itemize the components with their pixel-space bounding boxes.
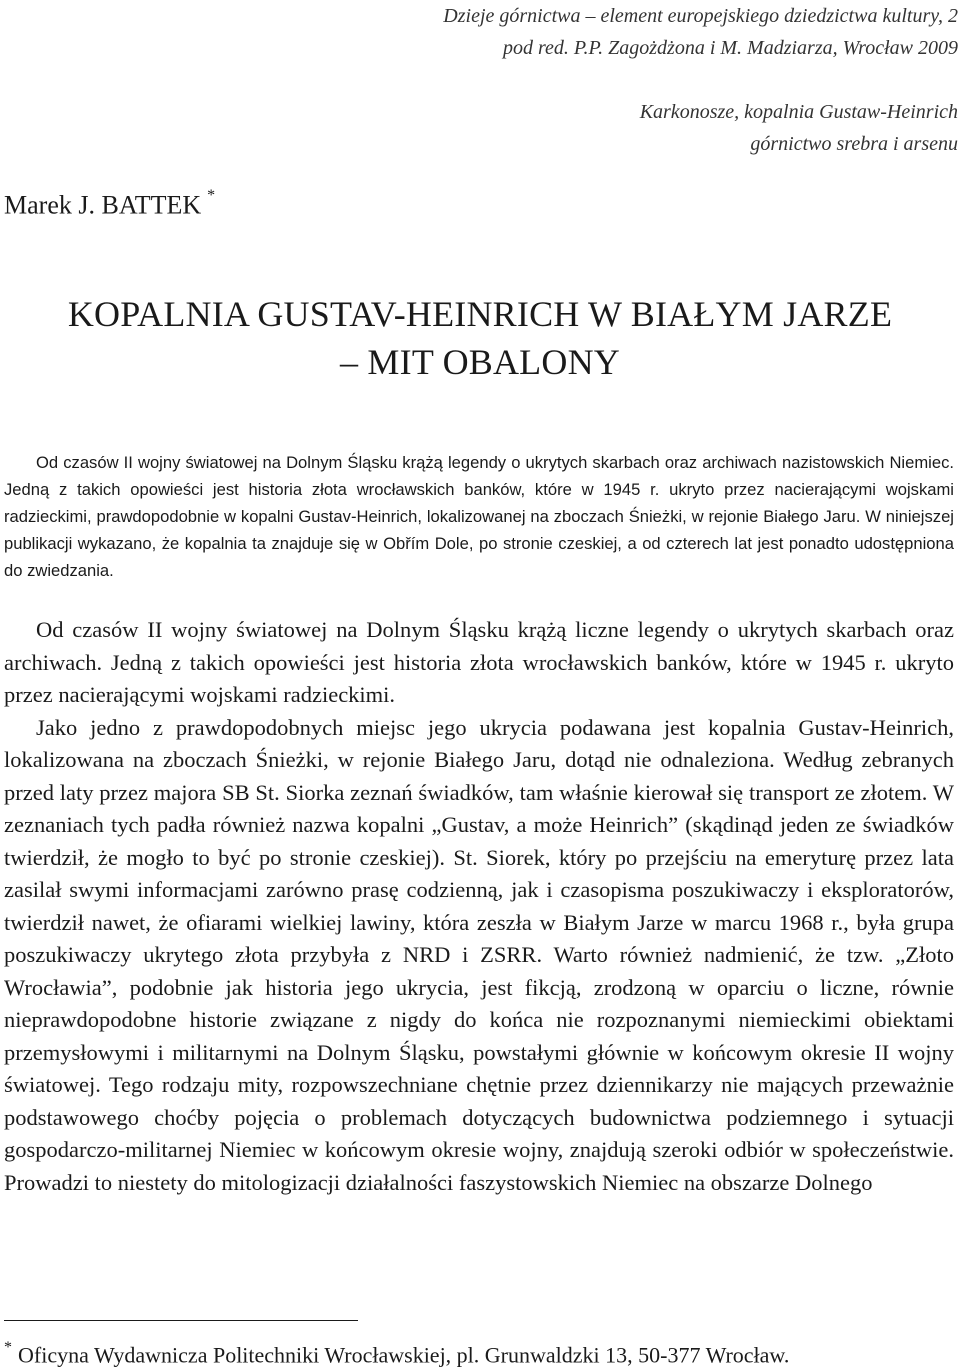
source-citation-line1: Dzieje górnictwa – element europejskiego dziedzictwa kultury, 2: [443, 5, 958, 27]
paper-title: [0, 290, 960, 386]
source-citation-line2: pod red. P.P. Zagożdżona i M. Madziarza, Wrocław 2009: [502, 37, 958, 59]
author-footnote-mark: *: [207, 187, 216, 204]
abstract: Od czasów II wojny światowej na Dolnym Śląsku krążą legendy o ukrytych skarbach oraz archiwach nazistowskich Niemiec. Jedną z takich opowieści jest historia złota wrocławskich banków, które w 1945 r. ukryto przez nacierającymi wojskami radzieckimi, prawdopodobnie w kopalni Gustav-Heinrich, lokalizowanej na zboczach Śnieżki, w rejonie Białego Jaru. W niniejszej publikacji wykazano, że kopalnia ta znajduje się w Obřím Dole, po stronie czeskiej, a od czterech lat jest ponadto udostępniona do zwiedzania.: [4, 453, 954, 580]
paper-title-line2: – MIT OBALONY: [340, 342, 620, 382]
footnote-mark: *: [4, 1339, 12, 1356]
keywords-line1: Karkonosze, kopalnia Gustaw-Heinrich: [639, 101, 958, 123]
footnote: [4, 1335, 789, 1370]
author-name: Marek J. BATTEK: [4, 190, 202, 220]
keywords-line2: górnictwo srebra i arsenu: [750, 133, 958, 155]
author: [4, 180, 215, 226]
body-paragraph-2: Jako jedno z prawdopodobnych miejsc jego ukrycia podawana jest kopalnia Gustav-Heinrich, lokalizowana na zboczach Śnieżki, w rejonie Białego Jaru, dotąd nie odnaleziona. Według zebranych przed laty przez majora SB St. Siorka zeznań świadków, tam właśnie kierował się transport ze złotem. W zeznaniach tych padła również nazwa kopalni „Gustav, a może Heinrich” (skądinąd jeden ze świadków twierdził, że mogło to być po stronie czeskiej). St. Siorek, który po przejściu na emeryturę przez lata zasilał swymi informacjami zarówno prasę codzienną, jak i czasopisma poszukiwaczy i eksploratorów, twierdził nawet, że ofiarami wielkiej lawiny, która zeszła w Białym Jarze w marcu 1968 r., była grupa poszukiwaczy ukrytego złota przybyła z NRD i ZSRR. Warto również nadmienić, że tzw. „Złoto Wrocławia”, podobnie jak historia jego ukrycia, jest fikcją, zrodzoną w oparciu o liczne, równie nieprawdopodobne historie związane z nigdy do końca nie rozpoznanymi niemieckimi obiektami przemysłowymi i militarnymi na Dolnym Śląsku, powstałymi głównie w końcowym okresie II wojny światowej. Tego rodzaju mity, rozpowszechniane chętnie przez dziennikarzy nie mających przeważnie podstawowego choćby pojęcia o problemach dotyczących budownictwa podziemnego i sytuacji gospodarczo-militarnej Niemiec w końcowym okresie wojny, znajdują szeroki odbiór w społeczeństwie. Prowadzi to niestety do mitologizacji działalności faszystowskich Niemiec na obszarze Dolnego: [4, 714, 954, 1195]
footnote-text: Oficyna Wydawnicza Politechniki Wrocławskiej, pl. Grunwaldzki 13, 50-377 Wrocław.: [18, 1342, 790, 1368]
body-text: [4, 614, 954, 1199]
body-paragraph-1: Od czasów II wojny światowej na Dolnym Śląsku krążą liczne legendy o ukrytych skarbach oraz archiwach. Jedną z takich opowieści jest historia złota wrocławskich banków, które w 1945 r. ukryto przez nacierającymi wojskami radzieckimi.: [4, 617, 954, 707]
paper-title-line1: KOPALNIA GUSTAV-HEINRICH W BIAŁYM JARZE: [67, 294, 893, 334]
keywords: [318, 96, 958, 160]
source-citation: [318, 0, 958, 64]
footnote-divider: [4, 1320, 358, 1321]
